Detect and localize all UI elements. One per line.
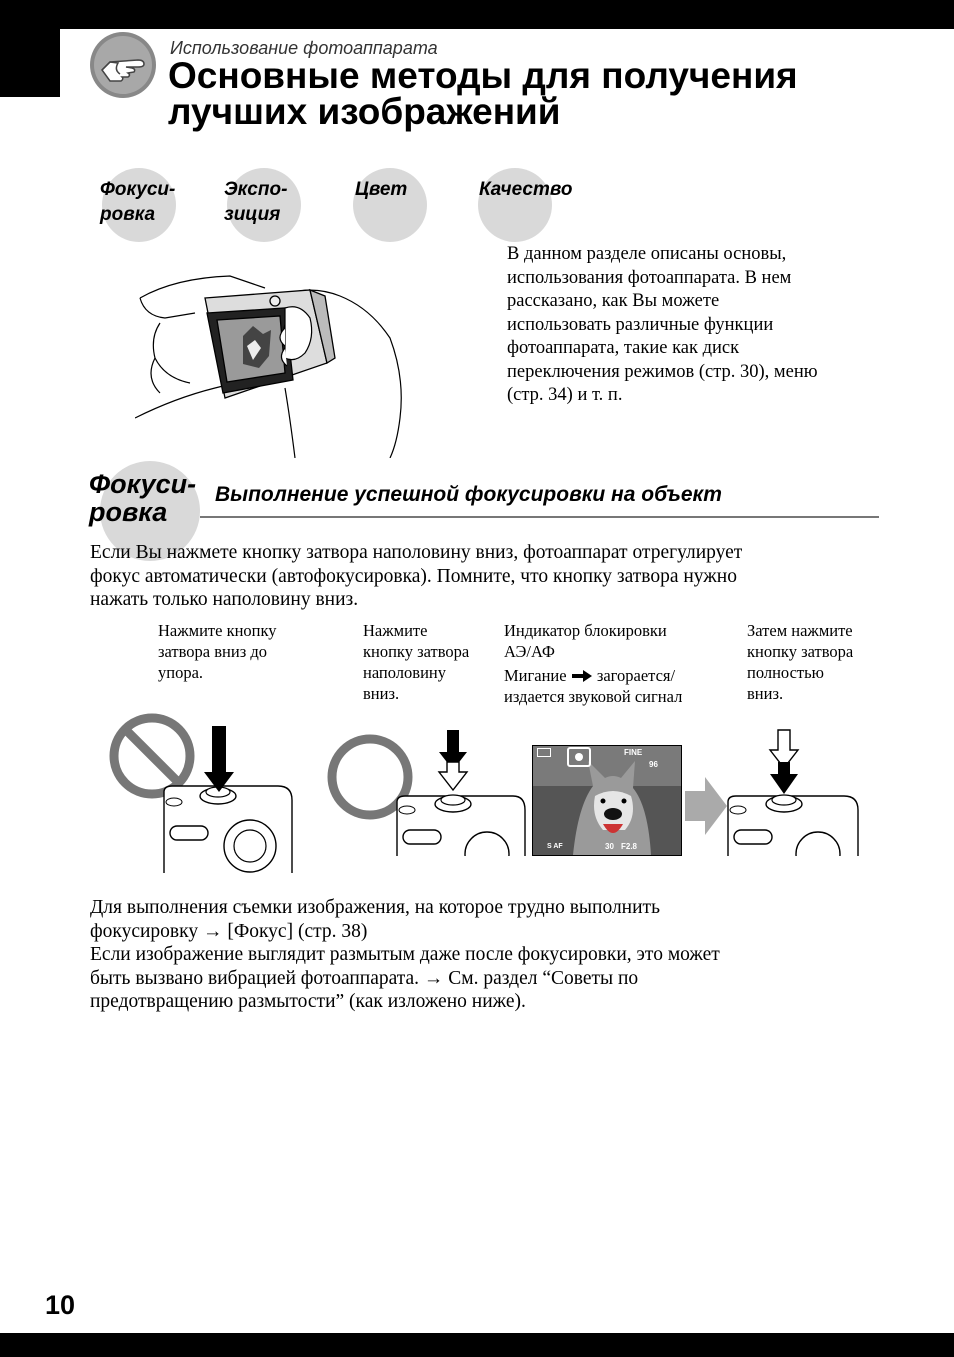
intro-line: (стр. 34) и т. п.	[507, 385, 623, 405]
step1-caption	[158, 620, 277, 683]
body-line: нажать только наполовину вниз.	[90, 589, 359, 610]
intro-line: использования фотоаппарата. В нем	[507, 267, 792, 288]
category-label: Цвет	[355, 179, 408, 200]
title-line: Основные методы для получения	[168, 55, 798, 96]
section-category-label	[89, 470, 196, 526]
caption-line: Индикатор блокировки	[504, 621, 667, 640]
blink-prefix: Мигание	[504, 666, 567, 685]
camera-shutter-half-press	[395, 726, 530, 856]
category-exposure	[224, 177, 287, 227]
camera-shutter-full-press-final	[726, 728, 860, 856]
ae-af-lock-indicator	[567, 747, 591, 767]
caption-line: затвора вниз до	[158, 642, 267, 661]
tips-paragraph	[90, 896, 880, 1014]
af-dot-icon	[575, 753, 583, 761]
quality-fine-label: FINE	[624, 748, 643, 757]
caption-line: наполовину	[363, 663, 446, 682]
side-tab	[0, 0, 60, 97]
section-label-line: ровка	[89, 497, 168, 527]
body-line: фокус автоматически (автофокусировка). Помните, что кнопку затвора нужно	[90, 565, 737, 587]
section-body	[90, 541, 880, 612]
intro-line: использовать различные функции	[507, 314, 774, 335]
body-line: Если Вы нажмете кнопку затвора наполовину вниз, фотоаппарат отрегулирует	[90, 542, 743, 563]
caption-line: кнопку затвора	[363, 642, 470, 661]
page-title	[168, 55, 908, 132]
caption-line: вниз.	[747, 684, 784, 703]
bottom-bar	[0, 1333, 954, 1357]
tips-line: Если изображение выглядит размытым даже после фокусировки, это может	[90, 944, 720, 965]
section-title: Выполнение успешной фокусировки на объект	[215, 483, 722, 506]
caption-line: упора.	[158, 663, 204, 682]
caption-line: Нажмите кнопку	[158, 621, 277, 640]
caption-line: издается звуковой сигнал	[504, 687, 683, 706]
category-label: зиция	[224, 204, 281, 225]
section-divider	[200, 516, 879, 518]
camera-shutter-full-press	[160, 726, 295, 873]
intro-line: фотоаппарата, такие как диск	[507, 338, 740, 358]
category-label: Фокуси-	[100, 179, 176, 200]
next-step-arrow-icon	[685, 777, 727, 835]
title-line: лучших изображений	[168, 91, 561, 132]
caption-line: АЭ/АФ	[504, 642, 555, 661]
category-label: Экспо-	[224, 179, 288, 200]
shutter-speed: 30	[605, 842, 614, 851]
lcd-screen	[532, 745, 682, 856]
category-label: ровка	[100, 204, 156, 225]
intro-line: В данном разделе описаны основы,	[507, 244, 787, 264]
section-label-line: Фокуси-	[89, 469, 197, 499]
step4-caption	[747, 620, 853, 704]
step3-caption	[504, 620, 682, 707]
tips-line: Для выполнения съемки изображения, на которое трудно выполнить	[90, 897, 660, 918]
category-label: Качество	[479, 179, 573, 200]
shots-remaining: 96	[649, 760, 658, 769]
page-number: 10	[45, 1290, 76, 1320]
camera-in-hands-illustration	[135, 268, 415, 458]
caption-line: кнопку затвора	[747, 642, 854, 661]
intro-line: рассказано, как Вы можете	[507, 291, 720, 311]
category-color	[355, 177, 407, 202]
aperture-value: F2.8	[621, 842, 638, 851]
pointing-hand-icon	[88, 30, 158, 100]
caption-line: полностью	[747, 663, 824, 682]
battery-icon	[537, 748, 551, 757]
blink-suffix: загорается/	[596, 666, 676, 685]
tips-line: фокусировку → [Фокус] (стр. 38)	[90, 920, 368, 942]
intro-line: переключения режимов (стр. 30), меню	[507, 361, 818, 382]
af-mode-label: S AF	[547, 843, 563, 850]
tips-line: предотвращению размытости” (как изложено ниже).	[90, 991, 526, 1012]
tips-line: быть вызвано вибрацией фотоаппарата. → См. раздел “Советы по	[90, 967, 639, 989]
blink-line	[504, 665, 682, 686]
caption-line: вниз.	[363, 684, 400, 703]
category-quality	[479, 177, 572, 202]
step2-caption	[363, 620, 469, 704]
chapter-subtitle: Использование фотоаппарата	[170, 38, 438, 58]
right-arrow-icon	[571, 665, 593, 686]
intro-paragraph	[507, 243, 877, 408]
dog-photo	[533, 746, 681, 855]
top-bar	[0, 0, 954, 29]
caption-line: Затем нажмите	[747, 621, 853, 640]
category-focus	[100, 177, 175, 227]
caption-line: Нажмите	[363, 621, 428, 640]
